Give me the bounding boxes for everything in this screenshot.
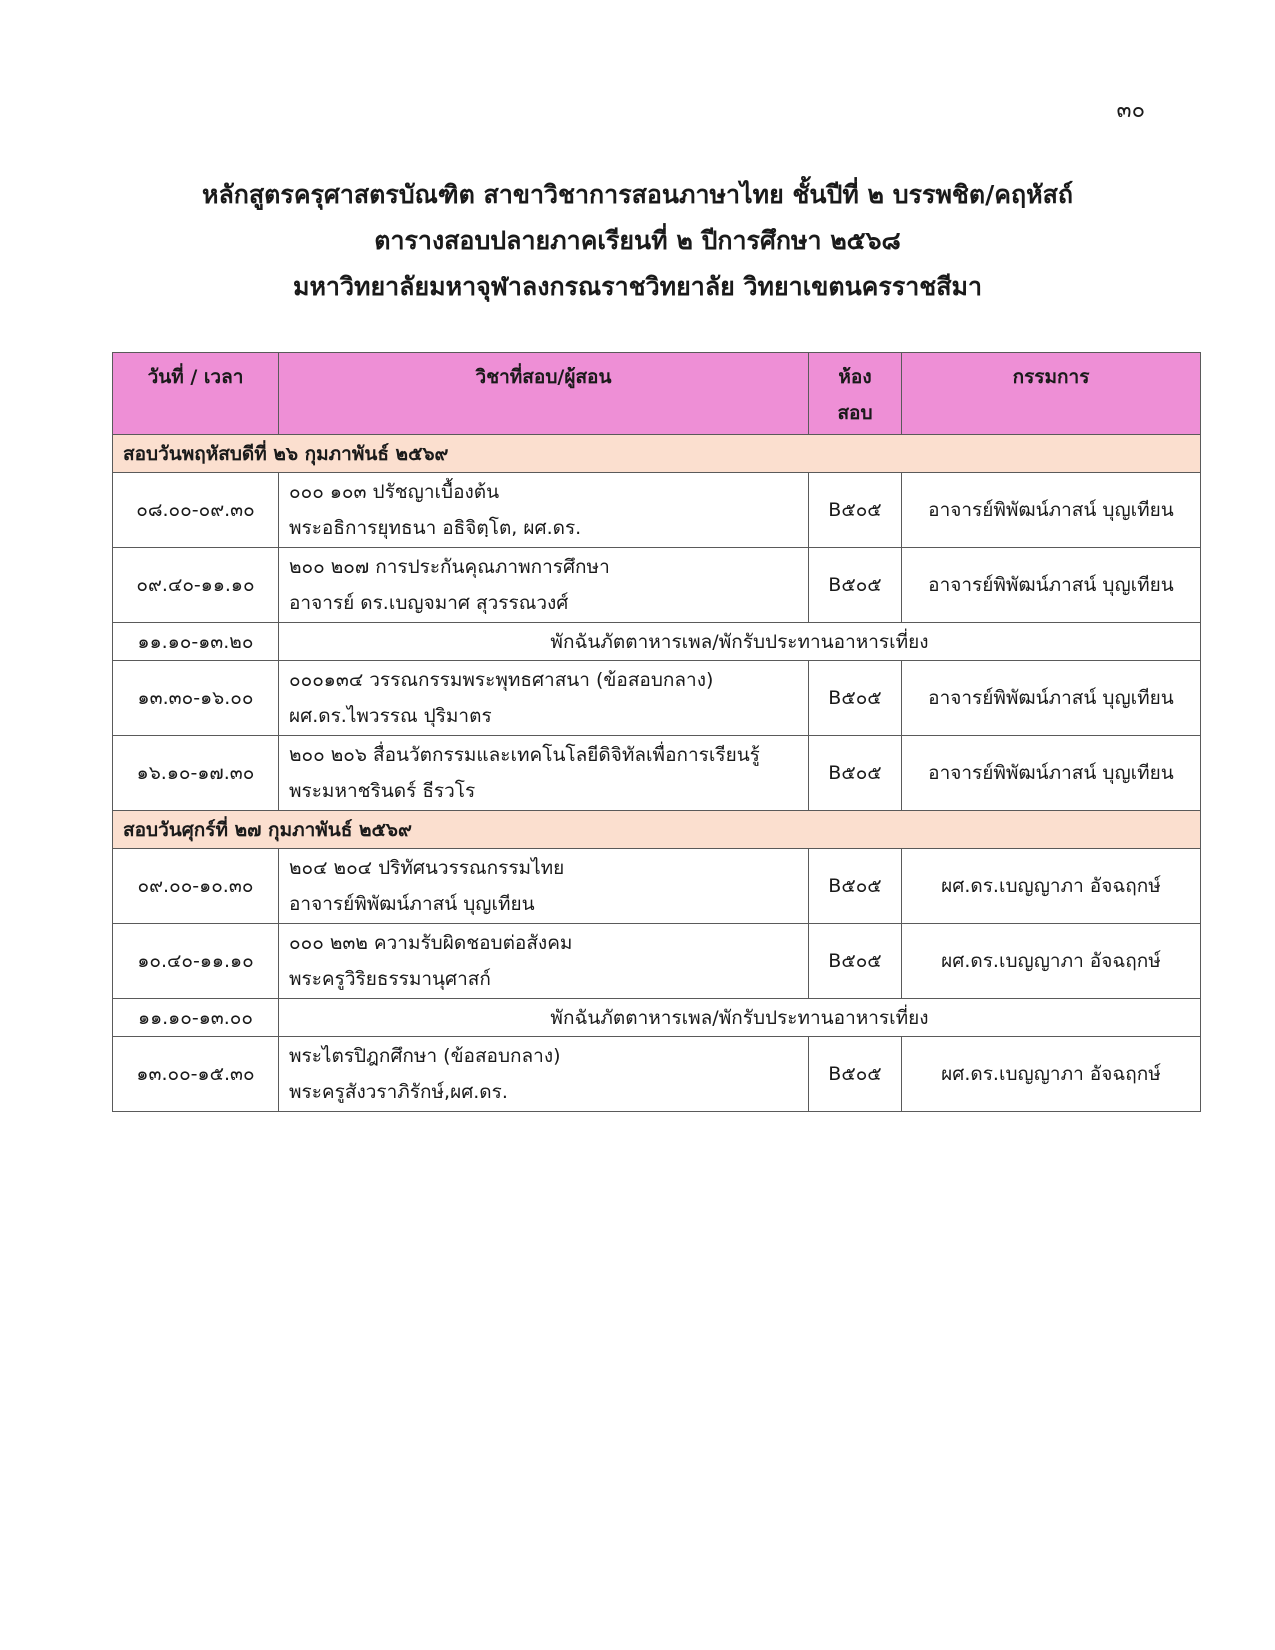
instructor-name: พระครูสังวราภิรักษ์,ผศ.ดร. <box>289 1081 508 1103</box>
page-number: ๓๐ <box>1116 98 1145 123</box>
room-cell: B๕๐๕ <box>809 661 902 736</box>
subject-cell <box>279 473 809 548</box>
committee-cell: ผศ.ดร.เบญญาภา อัจฉฤกษ์ <box>902 924 1201 999</box>
table-row <box>113 736 1201 811</box>
table-row <box>113 473 1201 548</box>
title-university: มหาวิทยาลัยมหาจุฬาลงกรณราชวิทยาลัย วิทยาเขตนครราชสีมา <box>292 272 983 301</box>
table-row <box>113 548 1201 623</box>
room-cell: B๕๐๕ <box>809 849 902 924</box>
committee-cell: อาจารย์พิพัฒน์ภาสน์ บุญเทียน <box>902 473 1201 548</box>
table-row <box>113 924 1201 999</box>
header-committee: กรรมการ <box>902 353 1201 435</box>
time-cell: ๐๙.๔๐-๑๑.๑๐ <box>113 548 279 623</box>
time-cell: ๐๘.๐๐-๐๙.๓๐ <box>113 473 279 548</box>
instructor-name: พระมหาชรินดร์ ธีรวโร <box>289 780 476 802</box>
time-cell: ๑๖.๑๐-๑๗.๓๐ <box>113 736 279 811</box>
subject-cell <box>279 924 809 999</box>
subject-name: พระไตรปิฎกศึกษา (ข้อสอบกลาง) <box>289 1045 561 1067</box>
room-cell: B๕๐๕ <box>809 736 902 811</box>
time-cell: ๑๑.๑๐-๑๓.๒๐ <box>113 623 279 661</box>
committee-cell: ผศ.ดร.เบญญาภา อัจฉฤกษ์ <box>902 1037 1201 1112</box>
time-cell: ๑๓.๓๐-๑๖.๐๐ <box>113 661 279 736</box>
title-program: หลักสูตรครุศาสตรบัณฑิต สาขาวิชาการสอนภาษาไทย ชั้นปีที่ ๒ บรรพชิต/คฤหัสถ์ <box>201 180 1074 209</box>
table-row <box>113 661 1201 736</box>
exam-schedule-table <box>112 352 1201 1112</box>
time-cell: ๐๙.๐๐-๑๐.๓๐ <box>113 849 279 924</box>
subject-cell <box>279 736 809 811</box>
instructor-name: อาจารย์ ดร.เบญจมาศ สุวรรณวงศ์ <box>289 592 569 614</box>
room-cell: B๕๐๕ <box>809 924 902 999</box>
header-room-line2: สอบ <box>837 402 873 424</box>
committee-cell: อาจารย์พิพัฒน์ภาสน์ บุญเทียน <box>902 548 1201 623</box>
header-subject: วิชาที่สอบ/ผู้สอน <box>279 353 809 435</box>
subject-name: ๒๐๔ ๒๐๔ ปริทัศนวรรณกรรมไทย <box>289 857 565 879</box>
subject-cell <box>279 1037 809 1112</box>
break-row <box>113 623 1201 661</box>
room-cell: B๕๐๕ <box>809 473 902 548</box>
title-schedule: ตารางสอบปลายภาคเรียนที่ ๒ ปีการศึกษา ๒๕๖๘ <box>374 226 901 255</box>
committee-cell: อาจารย์พิพัฒน์ภาสน์ บุญเทียน <box>902 736 1201 811</box>
room-cell: B๕๐๕ <box>809 1037 902 1112</box>
time-cell: ๑๓.๐๐-๑๕.๓๐ <box>113 1037 279 1112</box>
table-header-row <box>113 353 1201 435</box>
instructor-name: ผศ.ดร.ไพวรรณ ปุริมาตร <box>289 705 492 727</box>
instructor-name: พระอธิการยุทธนา อธิจิตฺโต, ผศ.ดร. <box>289 517 582 539</box>
subject-name: ๒๐๐ ๒๐๗ การประกันคุณภาพการศึกษา <box>289 556 610 578</box>
subject-name: ๐๐๐๑๓๔ วรรณกรรมพระพุทธศาสนา (ข้อสอบกลาง) <box>289 669 714 691</box>
subject-name: ๒๐๐ ๒๐๖ สื่อนวัตกรรมและเทคโนโลยีดิจิทัลเพื่อการเรียนรู้ <box>289 744 760 766</box>
committee-cell: ผศ.ดร.เบญญาภา อัจฉฤกษ์ <box>902 849 1201 924</box>
header-time: วันที่ / เวลา <box>113 353 279 435</box>
subject-cell <box>279 849 809 924</box>
table-row <box>113 849 1201 924</box>
day-header-row <box>113 435 1201 473</box>
instructor-name: อาจารย์พิพัฒน์ภาสน์ บุญเทียน <box>289 893 535 915</box>
subject-name: ๐๐๐ ๒๓๒ ความรับผิดชอบต่อสังคม <box>289 932 573 954</box>
break-cell: พักฉันภัตตาหารเพล/พักรับประทานอาหารเที่ยง <box>279 999 1201 1037</box>
table-row <box>113 1037 1201 1112</box>
day-label: สอบวันพฤหัสบดีที่ ๒๖ กุมภาพันธ์ ๒๕๖๙ <box>113 435 1201 473</box>
committee-cell: อาจารย์พิพัฒน์ภาสน์ บุญเทียน <box>902 661 1201 736</box>
instructor-name: พระครูวิริยธรรมานุศาสก์ <box>289 968 491 990</box>
day-header-row <box>113 811 1201 849</box>
room-cell: B๕๐๕ <box>809 548 902 623</box>
time-cell: ๑๐.๔๐-๑๑.๑๐ <box>113 924 279 999</box>
day-label: สอบวันศุกร์ที่ ๒๗ กุมภาพันธ์ ๒๕๖๙ <box>113 811 1201 849</box>
document-title <box>0 172 1275 310</box>
subject-cell <box>279 661 809 736</box>
header-room <box>809 353 902 435</box>
break-row <box>113 999 1201 1037</box>
header-room-line1: ห้อง <box>838 366 872 388</box>
break-cell: พักฉันภัตตาหารเพล/พักรับประทานอาหารเที่ยง <box>279 623 1201 661</box>
subject-cell <box>279 548 809 623</box>
subject-name: ๐๐๐ ๑๐๓ ปรัชญาเบื้องต้น <box>289 481 500 503</box>
time-cell: ๑๑.๑๐-๑๓.๐๐ <box>113 999 279 1037</box>
